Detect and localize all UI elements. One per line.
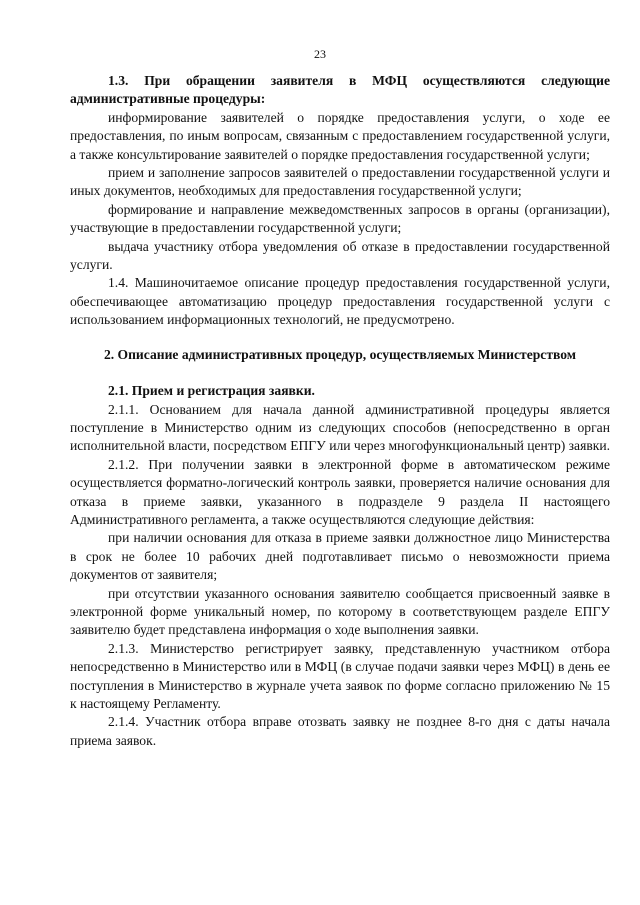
- paragraph-2-1-2: 2.1.2. При получении заявки в электронной форме в автоматическом режиме осуществляется форматно-логический контроль заявки, проверяется наличие основания для отказа в приеме заявки, указанного в подразделе 9 раздела II настоящего Административного регламента, а также осуществляются следующие действия:: [70, 456, 610, 527]
- subsection-2-1-heading: 2.1. Прием и регистрация заявки.: [108, 383, 315, 399]
- section-2-heading: 2. Описание административных процедур, осуществляемых Министерством: [103, 346, 577, 362]
- page-number: 23: [314, 47, 326, 61]
- paragraph-refusal-grounds: при наличии основания для отказа в приеме заявки должностное лицо Министерства в срок не более 10 рабочих дней подготавливает письмо о невозможности приема документов от заявителя;: [70, 530, 610, 583]
- paragraph-1-4: 1.4. Машиночитаемое описание процедур предоставления государственной услуги, обеспечивающее автоматизацию процедур предоставления государственной услуги с использованием информационных технологий, не предусмотрено.: [70, 275, 610, 328]
- paragraph-1-3: 1.3. При обращении заявителя в МФЦ осуществляются следующие административные процедуры:: [70, 73, 610, 107]
- paragraph-informing: информирование заявителей о порядке предоставления услуги, о ходе ее предоставления, по иным вопросам, связанным с предоставлением государственной услуги, а также консультирование заявителей о порядке предоставления государственной услуги;: [70, 109, 610, 162]
- paragraph-2-1-3: 2.1.3. Министерство регистрирует заявку, представленную участником отбора непосредственно в Министерство или в МФЦ (в случае подачи заявки через МФЦ) в день ее поступления в Министерство в журнале учета заявок по форме согласно приложению № 15 к настоящему Регламенту.: [70, 640, 610, 711]
- document-body: [70, 72, 610, 750]
- paragraph-no-grounds: при отсутствии указанного основания заявителю сообщается присвоенный заявке в электронной форме уникальный номер, по которому в соответствующем разделе ЕПГУ заявителю будет представлена информация о ходе выполнения заявки.: [70, 585, 610, 638]
- paragraph-2-1-4: 2.1.4. Участник отбора вправе отозвать заявку не позднее 8-го дня с даты начала приема заявок.: [70, 714, 610, 748]
- paragraph-refusal-notice: выдача участнику отбора уведомления об отказе в предоставлении государственной услуги.: [70, 238, 610, 273]
- paragraph-2-1-1: 2.1.1. Основанием для начала данной административной процедуры является поступление в Министерство одним из следующих способов (непосредственно в орган исполнительной власти, посредством ЕПГУ или через многофункциональный центр) заявки.: [70, 401, 611, 454]
- paragraph-interagency-requests: формирование и направление межведомственных запросов в органы (организации), участвующие в предоставлении государственной услуги;: [70, 201, 610, 236]
- paragraph-reception: прием и заполнение запросов заявителей о предоставлении государственной услуги и иных документов, необходимых для предоставления государственной услуги;: [70, 165, 610, 199]
